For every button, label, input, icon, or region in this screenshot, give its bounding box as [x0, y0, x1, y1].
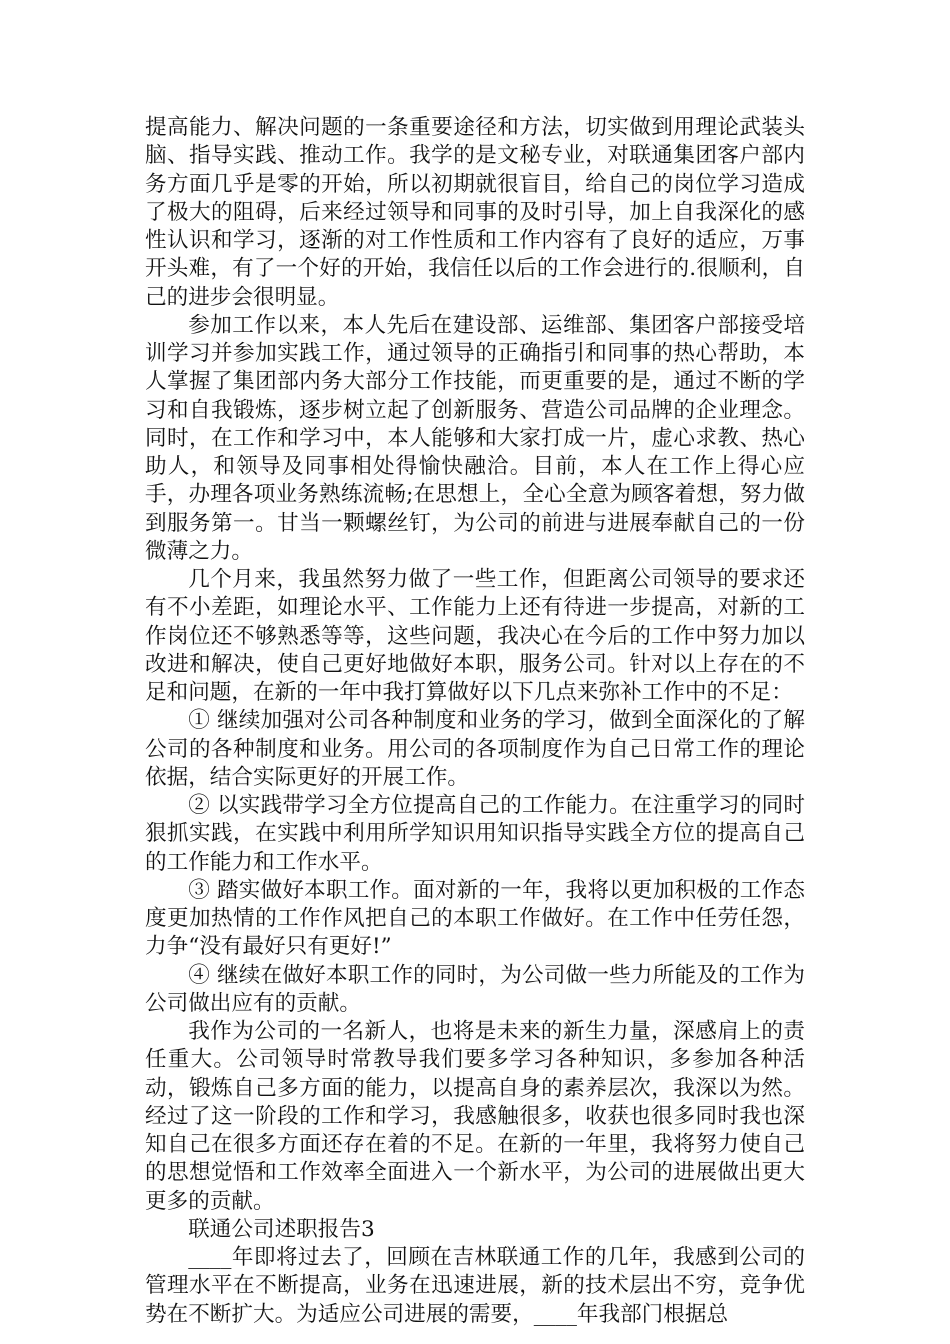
- document-page: [145, 114, 805, 1329]
- paragraph-conclusion: 我作为公司的一名新人，也将是未来的新生力量，深感肩上的责任重大。公司领导时常教导我们要多学习各种知识，多参加各种活动，锻炼自己多方面的能力，以提高自身的素养层次，我深以为然。经过了这一阶段的工作和学习，我感触很多，收获也很多同时我也深知自己在很多方面还存在着的不足。在新的一年里，我将努力使自己的思想觉悟和工作效率全面进入一个新水平，为公司的进展做出更大更多的贡献。: [145, 1019, 805, 1214]
- list-item-1: ① 继续加强对公司各种制度和业务的学习，做到全面深化的了解公司的各种制度和业务。用公司的各项制度作为自己日常工作的理论依据，结合实际更好的开展工作。: [145, 708, 805, 790]
- section-title: 联通公司述职报告3: [188, 1216, 375, 1242]
- list-item-2: ② 以实践带学习全方位提高自己的工作能力。在注重学习的同时狠抓实践，在实践中利用所学知识用知识指导实践全方位的提高自己的工作能力和工作水平。: [145, 793, 805, 875]
- list-item-3: ③ 踏实做好本职工作。面对新的一年，我将以更加积极的工作态度更加热情的工作作风把自己的本职工作做好。在工作中任劳任怨，力争“没有最好只有更好!”: [145, 877, 805, 960]
- paragraph-work-experience: 参加工作以来，本人先后在建设部、运维部、集团客户部接受培训学习并参加实践工作，通过领导的正确指引和同事的热心帮助，本人掌握了集团部内务大部分工作技能，而更重要的是，通过不断的学习和自我锻炼，逐步树立起了创新服务、营造公司品牌的企业理念。同时，在工作和学习中，本人能够和大家打成一片，虚心求教、热心助人，和领导及同事相处得愉快融洽。目前，本人在工作上得心应手，办理各项业务熟练流畅;在思想上，全心全意为顾客着想，努力做到服务第一。甘当一颗螺丝钉，为公司的前进与进展奉献自己的一份微薄之力。: [145, 312, 805, 564]
- paragraph-shortcomings: 几个月来，我虽然努力做了一些工作，但距离公司领导的要求还有不小差距，如理论水平、工作能力上还有待进一步提高，对新的工作岗位还不够熟悉等等，这些问题，我决心在今后的工作中努力加以改进和解决，使自己更好地做好本职，服务公司。针对以上存在的不足和问题，在新的一年中我打算做好以下几点来弥补工作中的不足：: [145, 567, 805, 705]
- list-item-4: ④ 继续在做好本职工作的同时，为公司做一些力所能及的工作为公司做出应有的贡献。: [145, 962, 805, 1016]
- paragraph-continuation: 提高能力、解决问题的一条重要途径和方法，切实做到用理论武装头脑、指导实践、推动工作。我学的是文秘专业，对联通集团客户部内务方面几乎是零的开始，所以初期就很盲目，给自己的岗位学习造成了极大的阻碍，后来经过领导和同事的及时引导，加上自我深化的感性认识和学习，逐渐的对工作性质和工作内容有了良好的适应，万事开头难，有了一个好的开始，我信任以后的工作会进行的.很顺利，自己的进步会很明显。: [145, 115, 805, 310]
- paragraph-report-3-intro: ____年即将过去了，回顾在吉林联通工作的几年，我感到公司的管理水平在不断提高，业务在迅速进展，新的技术层出不穷，竞争优势在不断扩大。为适应公司进展的需要，____年我部门根据总: [145, 1245, 805, 1327]
